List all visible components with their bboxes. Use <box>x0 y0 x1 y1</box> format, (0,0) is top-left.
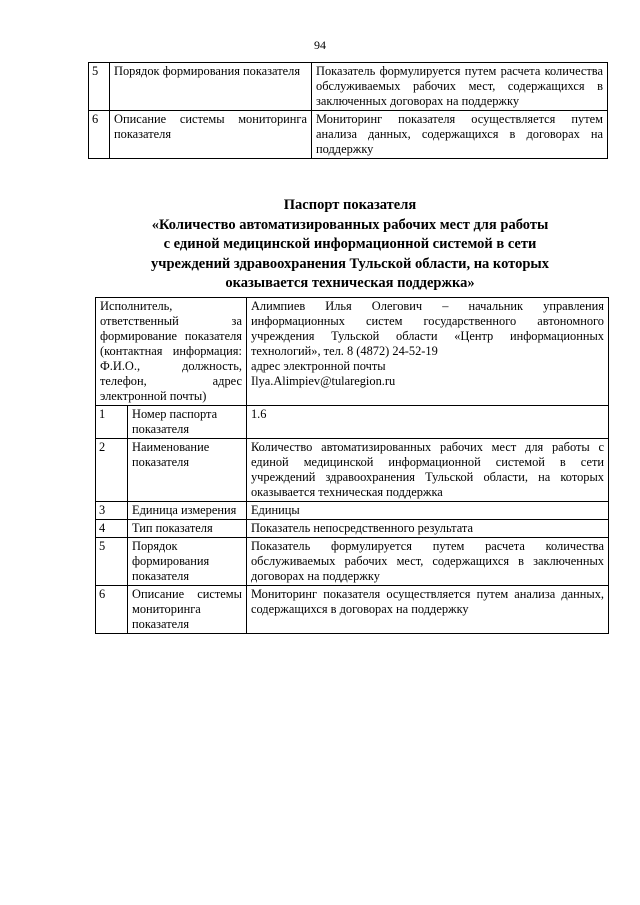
row-number: 5 <box>96 538 128 586</box>
row-label: Номер паспорта показателя <box>128 406 247 439</box>
row-value: Показатель непосредственного результата <box>246 520 608 538</box>
row-value: Единицы <box>246 502 608 520</box>
page-number: 94 <box>314 38 326 52</box>
executor-email-label: адрес электронной почты <box>250 359 386 373</box>
table-row <box>96 586 609 634</box>
row-value: Показатель формулируется путем расчета количества обслуживаемых рабочих мест, содержащихся в заключенных договорах на поддержку <box>246 538 608 586</box>
row-label: Порядок формирования показателя <box>128 538 247 586</box>
row-label: Описание системы мониторинга показателя <box>110 111 312 159</box>
table-row <box>96 520 609 538</box>
table-row <box>89 111 608 159</box>
title-line: «Количество автоматизированных рабочих мест для работы <box>151 216 549 233</box>
row-label: Тип показателя <box>128 520 247 538</box>
table-row <box>96 406 609 439</box>
row-label: Описание системы мониторинга показателя <box>128 586 247 634</box>
table-row <box>96 439 609 502</box>
title-line: учреждений здравоохранения Тульской области, на которых <box>151 255 549 272</box>
table-row <box>89 63 608 111</box>
executor-row <box>96 298 609 406</box>
row-number: 6 <box>96 586 128 634</box>
title-line: с единой медицинской информационной системой в сети <box>163 236 537 252</box>
title-line: оказывается техническая поддержка» <box>225 275 475 291</box>
row-label: Единица измерения <box>128 502 247 520</box>
row-label: Наименование показателя <box>128 439 247 502</box>
row-value: Мониторинг показателя осуществляется путем анализа данных, содержащихся в договорах на поддержку <box>312 111 608 159</box>
executor-label: Исполнитель, ответственный за формирование показателя (контактная информация: Ф.И.О., должность, телефон, адрес электронной почты) <box>96 298 247 406</box>
row-value: Показатель формулируется путем расчета количества обслуживаемых рабочих мест, содержащихся в заключенных договорах на поддержку <box>312 63 608 111</box>
row-number: 1 <box>96 406 128 439</box>
row-number: 3 <box>96 502 128 520</box>
continued-table <box>88 62 608 159</box>
executor-value <box>246 298 608 406</box>
row-value: Количество автоматизированных рабочих мест для работы с единой медицинской информационной системой в сети учреждений здравоохранения Тульской области, на которых оказывается техническая поддержка <box>246 439 608 502</box>
executor-name: Алимпиев Илья Олегович – начальник управления информационных систем государственного автономного учреждения Тульской области «Центр информационных технологий», тел. 8 (4872) 24-52-19 <box>250 299 604 358</box>
row-value: 1.6 <box>246 406 608 439</box>
executor-email: Ilya.Alimpiev@tularegion.ru <box>250 374 396 388</box>
table-row <box>96 538 609 586</box>
title-line: Паспорт показателя <box>283 197 417 213</box>
row-value: Мониторинг показателя осуществляется путем анализа данных, содержащихся в договорах на поддержку <box>246 586 608 634</box>
row-label: Порядок формирования показателя <box>110 63 312 111</box>
row-number: 5 <box>89 63 110 111</box>
passport-table <box>95 297 609 634</box>
row-number: 4 <box>96 520 128 538</box>
passport-title <box>80 196 620 294</box>
row-number: 6 <box>89 111 110 159</box>
table-row <box>96 502 609 520</box>
row-number: 2 <box>96 439 128 502</box>
